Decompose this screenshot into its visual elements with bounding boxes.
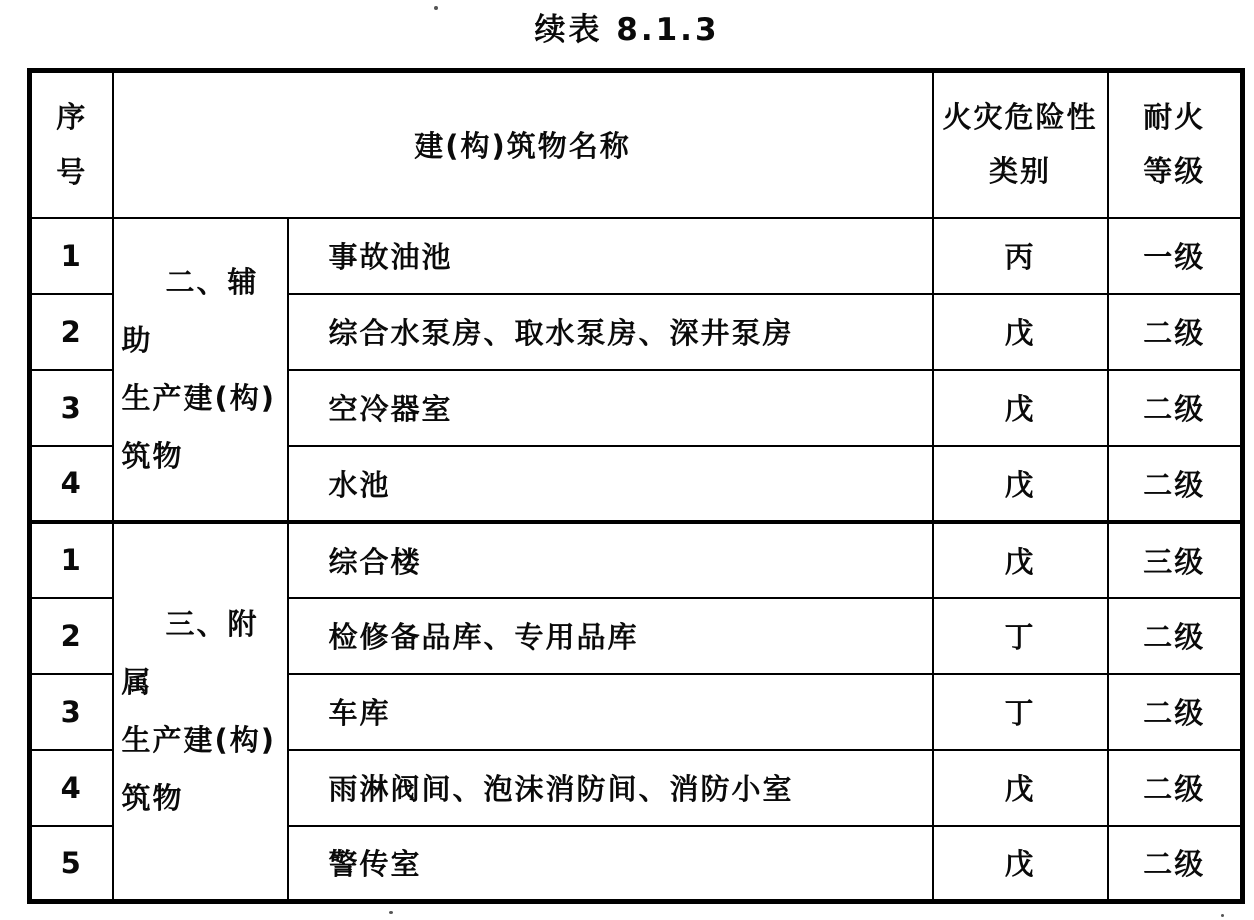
continued-table-8-1-3 [27,68,1245,904]
table-title: 续表 8.1.3 [534,12,720,48]
header-fire-resistance-rating [1108,71,1243,218]
serial-cell: 4 [30,446,113,522]
hazard-category-cell: 丁 [933,674,1108,750]
hazard-category-cell: 戊 [933,522,1108,598]
scan-speckle [434,6,438,10]
serial-cell: 5 [30,826,113,902]
building-name-cell: 检修备品库、专用品库 [288,598,933,674]
header-building-name: 建(构)筑物名称 [113,71,933,218]
building-name-cell: 车库 [288,674,933,750]
serial-cell: 3 [30,370,113,446]
hazard-category-cell: 丁 [933,598,1108,674]
fire-rating-cell: 二级 [1108,750,1243,826]
fire-rating-cell: 三级 [1108,522,1243,598]
header-fire-hazard-category [933,71,1108,218]
group-label-attached-production [113,522,288,902]
serial-cell: 1 [30,218,113,294]
fire-rating-cell: 二级 [1108,598,1243,674]
serial-cell: 4 [30,750,113,826]
hazard-category-cell: 戊 [933,826,1108,902]
building-name-cell: 警传室 [288,826,933,902]
header-row [30,71,1243,218]
header-serial-line1: 序 [56,99,88,134]
hazard-category-cell: 戊 [933,294,1108,370]
header-fire-hazard-line1: 火灾危险性 [942,100,1098,135]
fire-rating-cell: 一级 [1108,218,1243,294]
hazard-category-cell: 戊 [933,370,1108,446]
building-name-cell: 雨淋阀间、泡沫消防间、消防小室 [288,750,933,826]
building-name-cell: 综合楼 [288,522,933,598]
hazard-category-cell: 丙 [933,218,1108,294]
fire-rating-cell: 二级 [1108,674,1243,750]
group-label-line: 生产建(构) [121,381,277,415]
group-label-line: 筑物 [121,781,184,816]
group-label-line: 筑物 [121,439,184,473]
scan-speckle [1221,914,1224,917]
serial-cell: 1 [30,522,113,598]
group-label-auxiliary-production [113,218,288,522]
table-row [30,218,1243,294]
building-name-cell: 事故油池 [288,218,933,294]
header-rating-line1: 耐火 [1143,100,1206,135]
header-rating-line2: 等级 [1143,153,1206,188]
scan-speckle [389,911,393,914]
hazard-category-cell: 戊 [933,750,1108,826]
serial-cell: 3 [30,674,113,750]
fire-rating-cell: 二级 [1108,826,1243,902]
building-name-cell: 综合水泵房、取水泵房、深井泵房 [288,294,933,370]
hazard-category-cell: 戊 [933,446,1108,522]
serial-cell: 2 [30,598,113,674]
table-row [30,522,1243,598]
group-label-line: 二、辅助 [121,265,259,357]
header-serial-number [30,71,113,218]
header-fire-hazard-line2: 类别 [989,153,1052,188]
fire-rating-cell: 二级 [1108,370,1243,446]
building-name-cell: 空冷器室 [288,370,933,446]
fire-rating-cell: 二级 [1108,294,1243,370]
group-label-line: 三、附属 [121,607,259,700]
fire-rating-cell: 二级 [1108,446,1243,522]
group-label-line: 生产建(构) [121,723,277,758]
serial-cell: 2 [30,294,113,370]
building-name-cell: 水池 [288,446,933,522]
header-serial-line2: 号 [56,154,88,189]
